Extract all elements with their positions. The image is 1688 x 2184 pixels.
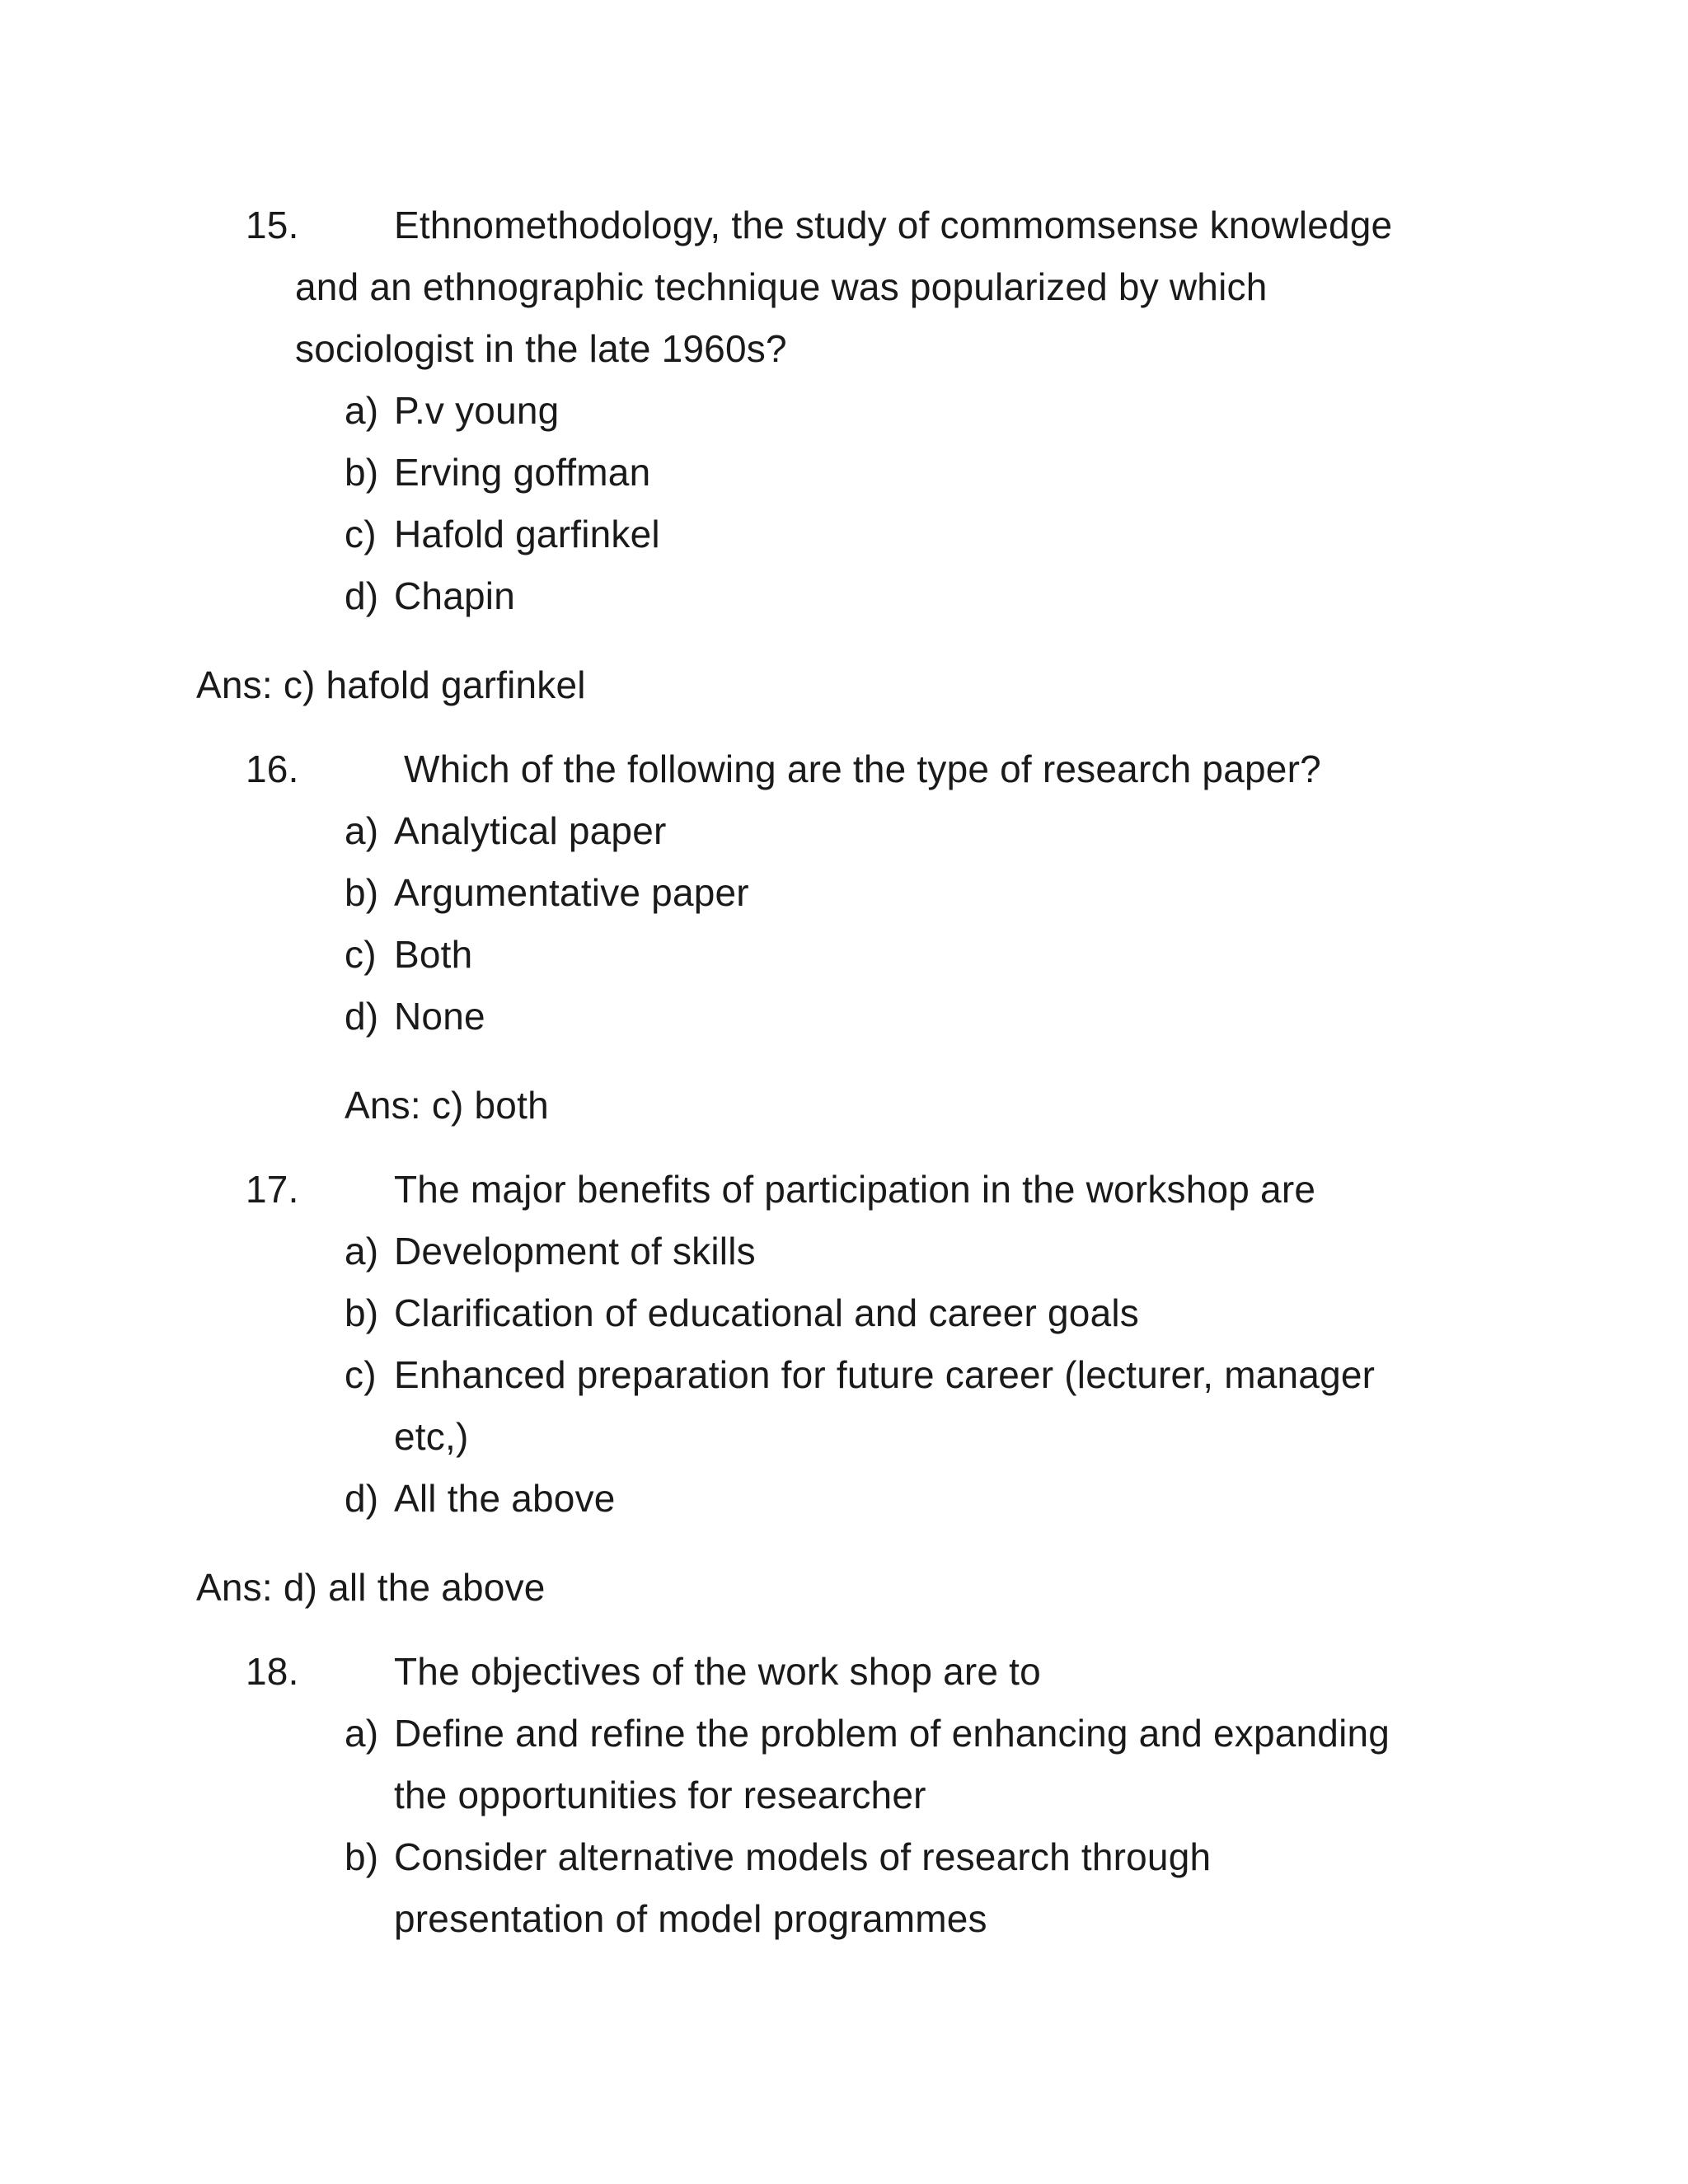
question-15-option-a-letter: a) xyxy=(345,389,379,432)
question-17-option-c-letter: c) xyxy=(345,1353,377,1396)
question-16-option-c-letter: c) xyxy=(345,933,377,976)
question-17-number: 17. xyxy=(246,1168,299,1211)
question-16-option-a-letter: a) xyxy=(345,809,379,852)
question-17-option-c-text-line-2: etc,) xyxy=(394,1415,469,1458)
question-17-option-a-text: Development of skills xyxy=(394,1230,756,1272)
question-16-option-b-letter: b) xyxy=(345,871,379,914)
question-18-option-b-text-line-1: Consider alternative models of research through xyxy=(394,1835,1212,1878)
question-18-option-a-text-line-2: the opportunities for researcher xyxy=(394,1774,926,1816)
question-18-number: 18. xyxy=(246,1650,299,1693)
question-15-option-d-letter: d) xyxy=(345,574,379,617)
question-17-text-line-1: The major benefits of participation in the workshop are xyxy=(394,1168,1316,1211)
question-17-option-c-text-line-1: Enhanced preparation for future career (lecturer, manager xyxy=(394,1353,1376,1396)
question-15-option-c-text: Hafold garfinkel xyxy=(394,513,660,555)
question-16-number: 16. xyxy=(246,748,299,790)
question-18-option-b-letter: b) xyxy=(345,1835,379,1878)
question-18-option-a-text-line-1: Define and refine the problem of enhancing and expanding xyxy=(394,1712,1390,1755)
question-16-answer: Ans: c) both xyxy=(345,1084,549,1127)
question-15-text-line-1: Ethnomethodology, the study of commomsense knowledge xyxy=(394,204,1393,246)
question-18-text-line-1: The objectives of the work shop are to xyxy=(394,1650,1041,1693)
question-17-answer: Ans: d) all the above xyxy=(196,1566,546,1609)
question-15-text-line-3: sociologist in the late 1960s? xyxy=(295,327,787,370)
question-16-option-d-letter: d) xyxy=(345,995,379,1038)
question-15-text-line-2: and an ethnographic technique was popularized by which xyxy=(295,265,1268,308)
question-15-option-b-text: Erving goffman xyxy=(394,451,651,494)
question-17-option-b-text: Clarification of educational and career goals xyxy=(394,1291,1139,1334)
question-15-option-b-letter: b) xyxy=(345,451,379,494)
question-16-option-a-text: Analytical paper xyxy=(394,809,667,852)
question-17-option-a-letter: a) xyxy=(345,1230,379,1272)
question-15-option-c-letter: c) xyxy=(345,513,377,555)
question-18-option-a-letter: a) xyxy=(345,1712,379,1755)
question-17-option-d-letter: d) xyxy=(345,1477,379,1520)
question-15-option-d-text: Chapin xyxy=(394,574,515,617)
question-17-option-b-letter: b) xyxy=(345,1291,379,1334)
question-15-answer: Ans: c) hafold garfinkel xyxy=(196,663,586,706)
question-18-option-b-text-line-2: presentation of model programmes xyxy=(394,1897,987,1940)
question-17-option-d-text: All the above xyxy=(394,1477,616,1520)
question-16-option-d-text: None xyxy=(394,995,485,1038)
question-16-option-c-text: Both xyxy=(394,933,473,976)
question-15-option-a-text: P.v young xyxy=(394,389,560,432)
question-15-number: 15. xyxy=(246,204,299,246)
question-16-text-line-1: Which of the following are the type of research paper? xyxy=(404,748,1321,790)
question-16-option-b-text: Argumentative paper xyxy=(394,871,749,914)
